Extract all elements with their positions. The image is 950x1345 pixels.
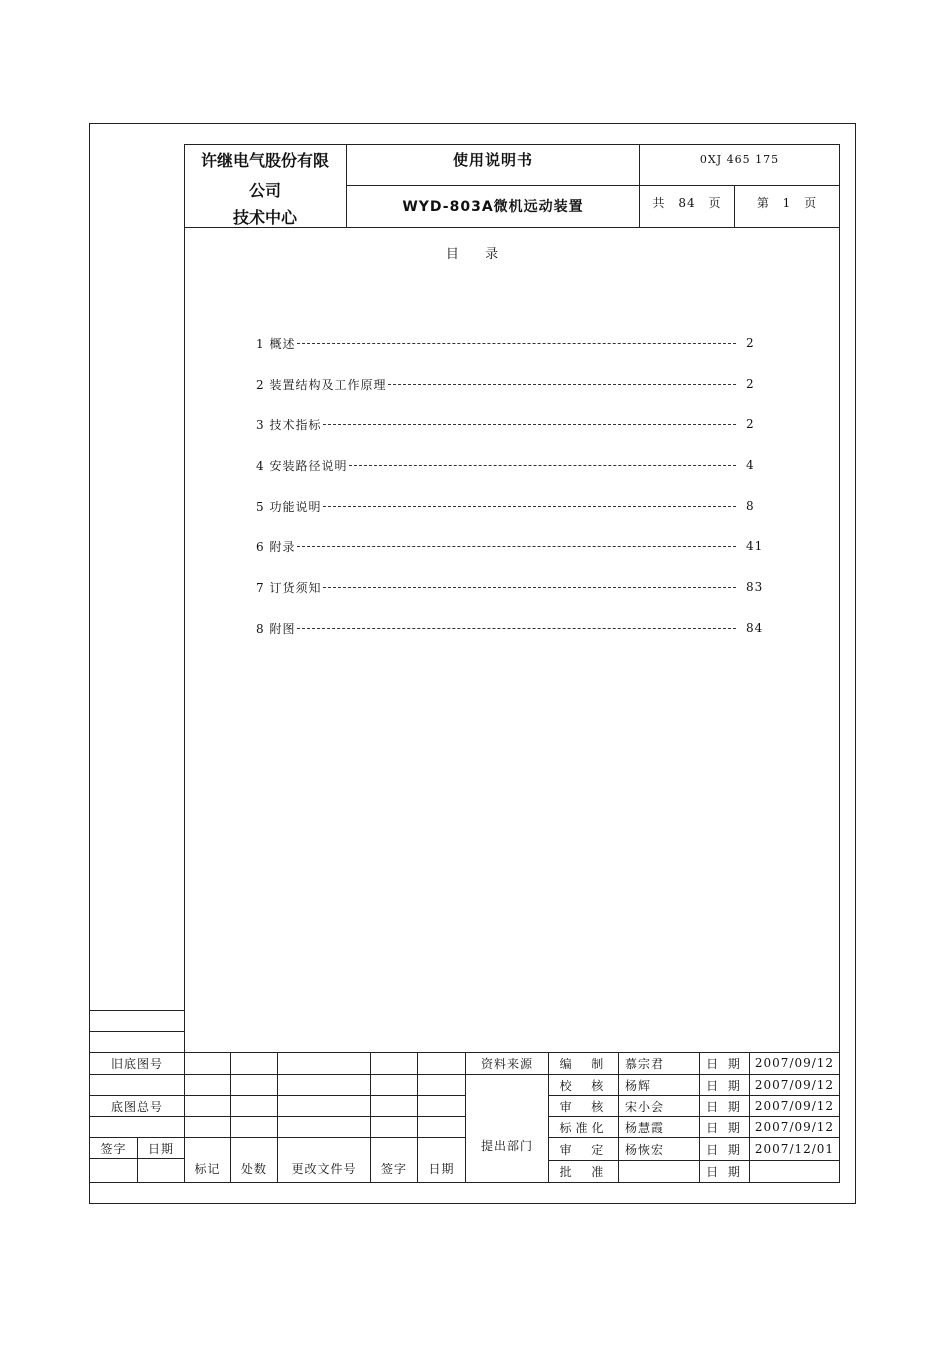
role-review-date-label: 日 期 — [706, 1099, 743, 1114]
role-compile-date: 2007/09/12 — [754, 1056, 835, 1070]
toc-item-6 — [256, 538, 764, 554]
sign-label: 签字 — [100, 1141, 127, 1156]
role-review: 审 核 — [559, 1099, 608, 1114]
role-finalize-date: 2007/12/01 — [754, 1142, 835, 1156]
device-name: WYD-803A微机远动装置 — [402, 199, 584, 215]
role-standardize: 标准化 — [559, 1120, 608, 1135]
toc-item-7 — [256, 579, 764, 595]
count-label: 处数 — [240, 1161, 267, 1176]
toc-item-label: 7 订货须知 — [256, 580, 322, 595]
role-finalize-name: 杨恢宏 — [625, 1142, 665, 1157]
toc-item-label: 5 功能说明 — [256, 499, 322, 514]
toc-item-1 — [256, 335, 764, 351]
toc-leader — [297, 343, 736, 344]
old-drawing-number-label: 旧底图号 — [110, 1056, 163, 1071]
toc-leader — [323, 424, 736, 425]
role-finalize-date-label: 日 期 — [706, 1142, 743, 1157]
toc-leader — [297, 546, 736, 547]
document-code: 0XJ 465 175 — [699, 152, 780, 166]
role-compile-date-label: 日 期 — [706, 1056, 743, 1071]
toc-leader — [323, 506, 736, 507]
role-standardize-date: 2007/09/12 — [754, 1120, 835, 1134]
toc-item-page: 2 — [746, 336, 755, 350]
toc-leader — [323, 587, 736, 588]
role-standardize-name: 杨慧霞 — [625, 1120, 665, 1135]
toc-item-4 — [256, 457, 764, 473]
role-check-name: 杨辉 — [625, 1078, 652, 1093]
content-right-line — [839, 144, 840, 1183]
sign-2-label: 签字 — [380, 1161, 407, 1176]
total-pages: 共 84 页 — [652, 195, 722, 210]
role-finalize: 审 定 — [559, 1142, 608, 1157]
toc-item-page: 2 — [746, 377, 755, 391]
toc-leader — [297, 628, 736, 629]
toc-item-2 — [256, 376, 764, 392]
toc-item-page: 83 — [746, 580, 764, 594]
footer-line-4b — [548, 1137, 840, 1138]
role-approve: 批 准 — [559, 1164, 608, 1179]
role-compile-name: 慕宗君 — [625, 1056, 665, 1071]
role-standardize-date-label: 日 期 — [706, 1120, 743, 1135]
left-margin-line — [184, 144, 185, 1183]
company-name — [186, 146, 344, 226]
toc-item-page: 2 — [746, 417, 755, 431]
toc-item-page: 84 — [746, 621, 764, 635]
outer-frame — [89, 123, 856, 1204]
mark-label: 标记 — [194, 1161, 221, 1176]
role-check: 校 核 — [559, 1078, 608, 1093]
role-approve-date-label: 日 期 — [706, 1164, 743, 1179]
role-review-name: 宋小会 — [625, 1099, 665, 1114]
company-line-1: 许继电气股份有限 — [200, 151, 329, 170]
role-check-date-label: 日 期 — [706, 1078, 743, 1093]
toc-item-label: 1 概述 — [256, 336, 296, 351]
margin-line-2 — [89, 1031, 184, 1032]
role-approve-date — [750, 1161, 839, 1181]
company-line-3: 技术中心 — [232, 208, 297, 226]
company-line-2: 公司 — [248, 181, 281, 200]
dept-label: 提出部门 — [480, 1138, 533, 1153]
document-type: 使用说明书 — [452, 150, 533, 169]
toc-item-label: 8 附图 — [256, 621, 296, 636]
toc-leader — [388, 384, 736, 385]
date-2-label: 日期 — [428, 1161, 455, 1176]
toc-item-8 — [256, 620, 764, 636]
toc-item-page: 8 — [746, 499, 755, 513]
toc-item-page: 4 — [746, 458, 755, 472]
role-compile: 编 制 — [559, 1056, 608, 1071]
page-number: 第 1 页 — [756, 195, 818, 210]
date-label: 日期 — [147, 1141, 174, 1156]
toc-leader — [349, 465, 736, 466]
base-drawing-total-label: 底图总号 — [110, 1099, 163, 1114]
margin-line-1 — [89, 1010, 184, 1011]
change-doc-number-label: 更改文件号 — [291, 1161, 357, 1176]
toc-item-5 — [256, 498, 764, 514]
role-review-date: 2007/09/12 — [754, 1099, 835, 1113]
role-check-date: 2007/09/12 — [754, 1078, 835, 1092]
role-approve-name — [619, 1161, 705, 1181]
toc-item-label: 4 安装路径说明 — [256, 458, 348, 473]
toc-title: 目 录 — [445, 246, 505, 262]
toc-item-label: 6 附录 — [256, 539, 296, 554]
toc-item-3 — [256, 416, 764, 432]
footer-line-6 — [89, 1182, 840, 1183]
toc-item-page: 41 — [746, 539, 764, 553]
header-bottom-line — [184, 227, 840, 228]
toc-item-label: 2 装置结构及工作原理 — [256, 377, 387, 392]
toc-item-label: 3 技术指标 — [256, 417, 322, 432]
data-source-label: 资料来源 — [480, 1056, 533, 1071]
